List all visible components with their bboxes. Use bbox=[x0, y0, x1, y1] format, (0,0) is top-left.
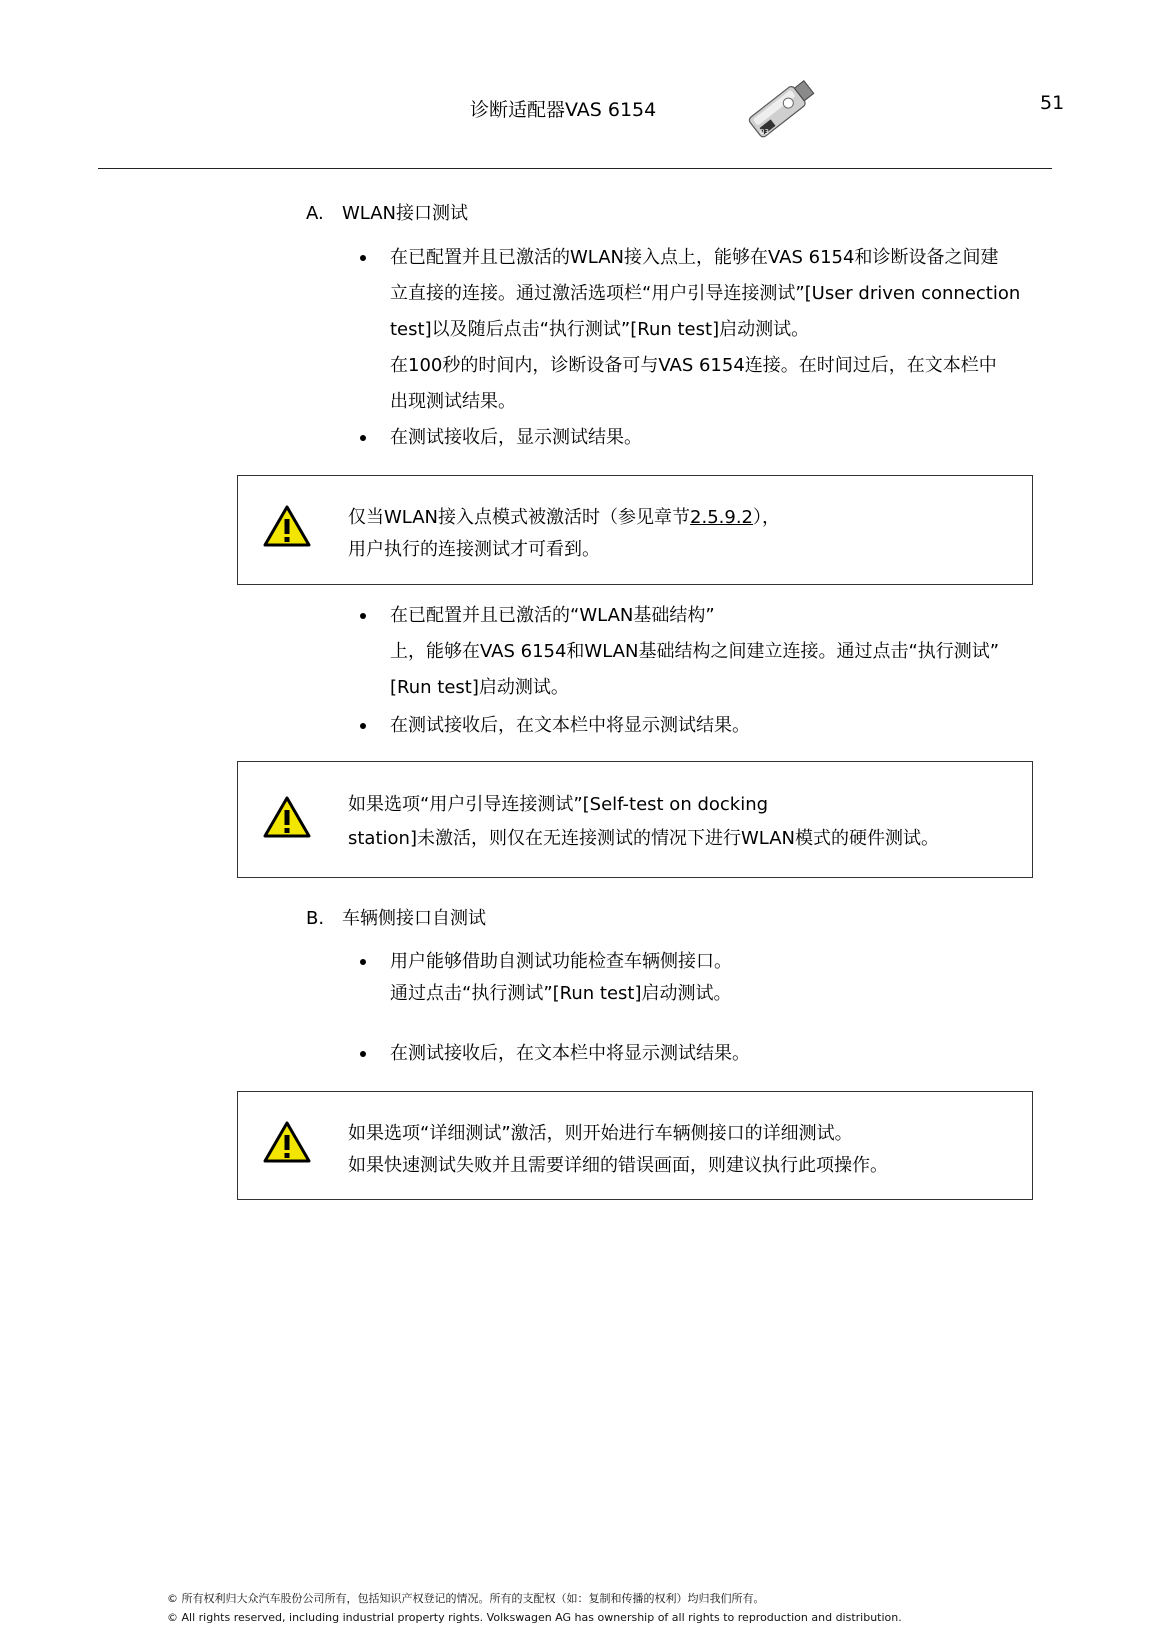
bullet-dot bbox=[360, 435, 366, 441]
bullet-line: test]以及随后点击“执行测试”[Run test]启动测试。 bbox=[390, 319, 810, 340]
note-text bbox=[348, 1118, 888, 1182]
note-line: 如果选项“详细测试”激活，则开始进行车辆侧接口的详细测试。 bbox=[348, 1123, 853, 1144]
section-a-heading bbox=[306, 199, 468, 225]
section-b-title: 车辆侧接口自测试 bbox=[342, 908, 486, 929]
usb-adapter-icon bbox=[742, 72, 822, 144]
list-item bbox=[390, 946, 732, 1010]
header-divider bbox=[98, 168, 1052, 169]
bullet-dot bbox=[360, 613, 366, 619]
footer-copyright-en: © All rights reserved, including industrial property rights. Volkswagen AG has ownership of all rights to reproduction and distribution. bbox=[167, 1611, 902, 1624]
bullet-line: 通过点击“执行测试”[Run test]启动测试。 bbox=[390, 983, 732, 1004]
list-item bbox=[390, 598, 999, 706]
note-text bbox=[348, 502, 780, 566]
page-header-title: 诊断适配器VAS 6154 bbox=[470, 99, 657, 121]
section-a-title: WLAN接口测试 bbox=[342, 203, 469, 224]
bullet-line: 在测试接收后，在文本栏中将显示测试结果。 bbox=[390, 715, 750, 736]
bullet-line: 立直接的连接。通过激活选项栏“用户引导连接测试”[User driven connection bbox=[390, 283, 1021, 304]
warning-note bbox=[237, 1091, 1033, 1200]
bullet-line: [Run test]启动测试。 bbox=[390, 677, 569, 698]
note-line: 如果快速测试失败并且需要详细的错误画面，则建议执行此项操作。 bbox=[348, 1155, 888, 1176]
note-line: station]未激活，则仅在无连接测试的情况下进行WLAN模式的硬件测试。 bbox=[348, 828, 939, 849]
bullet-line: 用户能够借助自测试功能检查车辆侧接口。 bbox=[390, 951, 732, 972]
list-item bbox=[390, 240, 1020, 420]
bullet-line: 在测试接收后，显示测试结果。 bbox=[390, 427, 642, 448]
bullet-dot bbox=[360, 959, 366, 965]
bullet-line: 在测试接收后，在文本栏中将显示测试结果。 bbox=[390, 1043, 750, 1064]
section-b-heading bbox=[306, 904, 486, 930]
bullet-line: 上，能够在VAS 6154和WLAN基础结构之间建立连接。通过点击“执行测试” bbox=[390, 641, 1000, 662]
warning-triangle-icon bbox=[262, 1120, 312, 1164]
note-text bbox=[348, 788, 939, 856]
bullet-line: 在已配置并且已激活的“WLAN基础结构” bbox=[390, 605, 715, 626]
bullet-line: 在已配置并且已激活的WLAN接入点上，能够在VAS 6154和诊断设备之间建 bbox=[390, 247, 999, 268]
chapter-link[interactable]: 2.5.9.2 bbox=[690, 507, 754, 528]
section-a-letter: A. bbox=[306, 203, 324, 224]
note-line: 用户执行的连接测试才可看到。 bbox=[348, 539, 600, 560]
page-number: 51 bbox=[1040, 92, 1065, 114]
device-badge: 03 bbox=[760, 128, 769, 136]
warning-triangle-icon bbox=[262, 795, 312, 839]
list-item bbox=[390, 1036, 750, 1072]
bullet-dot bbox=[360, 723, 366, 729]
list-item bbox=[390, 708, 750, 744]
warning-triangle-icon bbox=[262, 504, 312, 548]
note-line: 仅当WLAN接入点模式被激活时（参见章节2.5.9.2）， bbox=[348, 507, 781, 528]
note-line: 如果选项“用户引导连接测试”[Self-test on docking bbox=[348, 794, 769, 815]
bullet-dot bbox=[360, 1051, 366, 1057]
bullet-dot bbox=[360, 255, 366, 261]
footer-copyright-cn: © 所有权利归大众汽车股份公司所有，包括知识产权登记的情况。所有的支配权（如：复制和传播的权利）均归我们所有。 bbox=[167, 1592, 765, 1605]
warning-note bbox=[237, 761, 1033, 878]
section-b-letter: B. bbox=[306, 908, 325, 929]
bullet-line: 出现测试结果。 bbox=[390, 391, 516, 412]
list-item bbox=[390, 420, 642, 456]
bullet-line: 在100秒的时间内，诊断设备可与VAS 6154连接。在时间过后，在文本栏中 bbox=[390, 355, 997, 376]
warning-note bbox=[237, 475, 1033, 585]
